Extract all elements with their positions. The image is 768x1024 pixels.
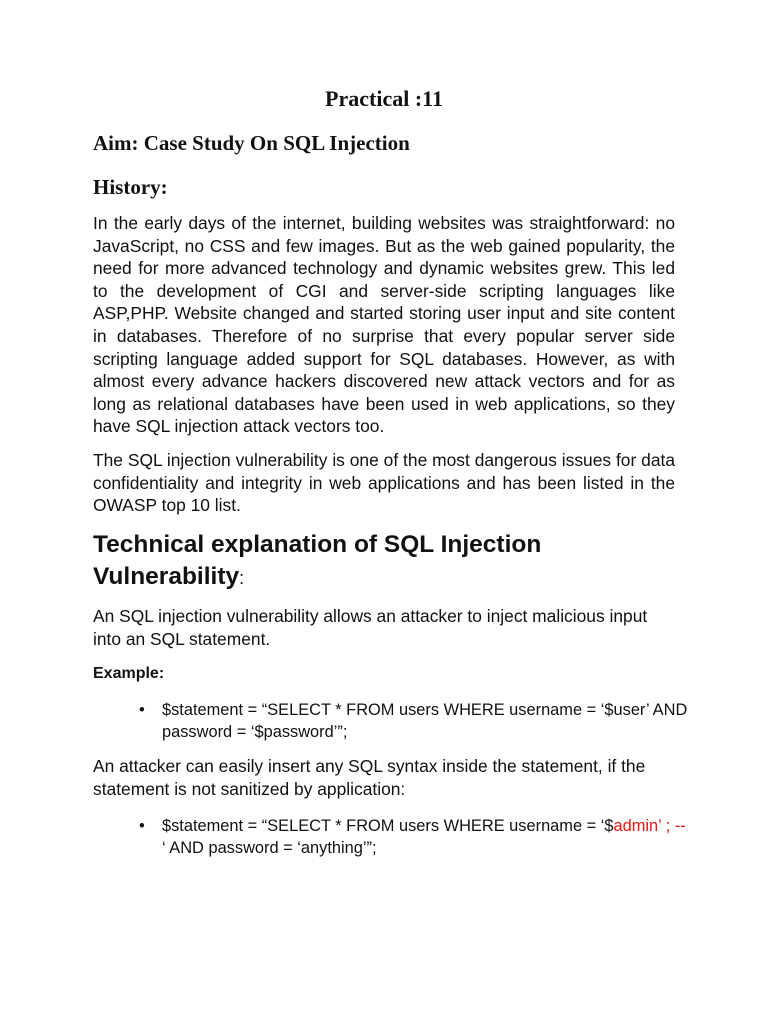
technical-heading <box>93 529 693 594</box>
attack-statement-part2: ‘ AND password = ‘anything’”; <box>162 839 377 857</box>
bullet-dot-icon: • <box>139 817 145 835</box>
technical-paragraph: An SQL injection vulnerability allows an attacker to inject malicious input into an SQL statement. <box>93 606 648 649</box>
attack-statement-part1: $statement = “SELECT * FROM users WHERE username = ‘$ <box>162 817 614 835</box>
technical-heading-colon: : <box>239 568 245 588</box>
injected-payload-text: admin’ ; -- <box>613 817 686 835</box>
example-statement-text: $statement = “SELECT * FROM users WHERE username = ‘$user’ AND password = ‘$password’”; <box>162 701 688 741</box>
attacker-paragraph: An attacker can easily insert any SQL syntax inside the statement, if the statement is not sanitized by application: <box>93 756 646 799</box>
history-heading: History: <box>93 175 168 199</box>
bullet-dot-icon: • <box>139 701 145 719</box>
attack-bullet-item <box>93 815 693 859</box>
example-label: Example: <box>93 665 165 682</box>
technical-heading-text: Technical explanation of SQL Injection Vulnerability <box>93 531 542 590</box>
attack-list <box>93 815 693 859</box>
example-list <box>93 699 693 743</box>
history-paragraph: In the early days of the internet, building websites was straightforward: no JavaScript, no CSS and few images. But as the web gained popularity, the need for more advanced technology and dynamic websites grew. This led to the development of CGI and server-side scripting languages like ASP,PHP. Website changed and started storing user input and site content in databases. Therefore of no surprise that every popular server side scripting language added support for SQL databases. However, as with almost every advance hackers discovered new attack vectors and for as long as relational databases have been used in web applications, so they have SQL injection attack vectors too. <box>93 213 675 437</box>
aim-heading: Aim: Case Study On SQL Injection <box>93 131 410 155</box>
owasp-paragraph: The SQL injection vulnerability is one of the most dangerous issues for data confidentiality and integrity in web applications and has been listed in the OWASP top 10 list. <box>93 450 675 516</box>
example-bullet-item <box>93 699 693 743</box>
page-title: Practical :11 <box>325 86 443 111</box>
